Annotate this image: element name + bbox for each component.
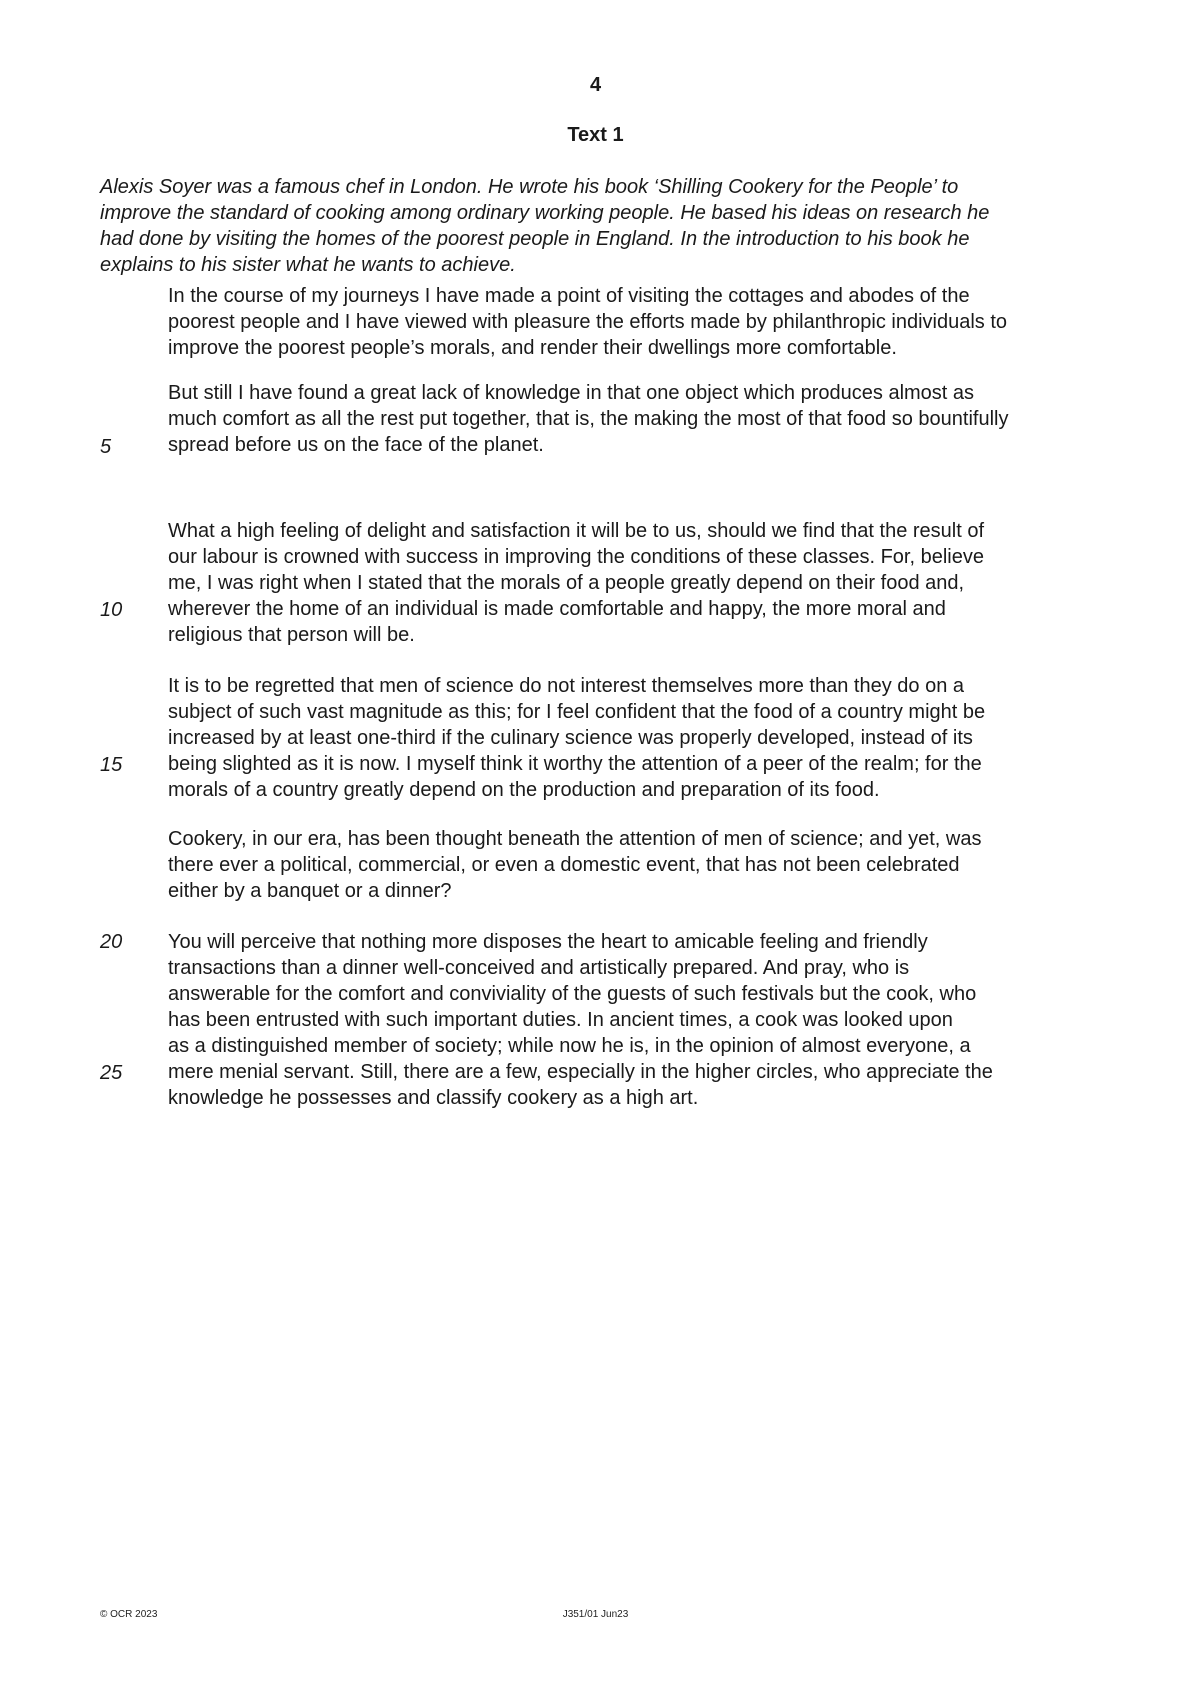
intro-line: had done by visiting the homes of the poorest people in England. In the introduction to his book he (100, 228, 970, 250)
line-number: 25 (100, 1062, 123, 1084)
extract-line: wherever the home of an individual is made comfortable and happy, the more moral and (168, 598, 946, 620)
extract-line: mere menial servant. Still, there are a few, especially in the higher circles, who appreciate the (168, 1061, 993, 1083)
extract-line: knowledge he possesses and classify cookery as a high art. (168, 1087, 699, 1109)
extract-line: has been entrusted with such important duties. In ancient times, a cook was looked upon (168, 1009, 953, 1031)
extract-line: our labour is crowned with success in improving the conditions of these classes. For, believe (168, 546, 984, 568)
paragraph-1 (168, 283, 1108, 361)
extract-line: What a high feeling of delight and satisfaction it will be to us, should we find that the result of (168, 520, 985, 542)
intro-line: Alexis Soyer was a famous chef in London. He wrote his book ‘Shilling Cookery for the People’ to (100, 176, 959, 198)
extract-line: me, I was right when I stated that the morals of a people greatly depend on their food and, (168, 572, 965, 594)
extract-line: You will perceive that nothing more disposes the heart to amicable feeling and friendly (168, 931, 928, 953)
extract-line: much comfort as all the rest put together, that is, the making the most of that food so bountifully (168, 408, 1009, 430)
extract-line: subject of such vast magnitude as this; for I feel confident that the food of a country might be (168, 701, 986, 723)
intro-line: improve the standard of cooking among ordinary working people. He based his ideas on research he (100, 202, 990, 224)
extract-line: either by a banquet or a dinner? (168, 880, 452, 902)
line-number: 20 (100, 931, 123, 953)
extract-line: religious that person will be. (168, 624, 415, 646)
extract-line: as a distinguished member of society; while now he is, in the opinion of almost everyone, a (168, 1035, 971, 1057)
paragraph-3 (168, 518, 1108, 648)
extract-line: Cookery, in our era, has been thought beneath the attention of men of science; and yet, was (168, 828, 982, 850)
extract-line: poorest people and I have viewed with pleasure the efforts made by philanthropic individuals to (168, 311, 1008, 333)
footer-copyright: © OCR 2023 (100, 1609, 158, 1620)
line-number: 10 (100, 599, 123, 621)
paragraph-4 (168, 673, 1108, 803)
extract-line: there ever a political, commercial, or even a domestic event, that has not been celebrated (168, 854, 960, 876)
intro-line: explains to his sister what he wants to achieve. (100, 254, 516, 276)
extract-line: transactions than a dinner well-conceived and artistically prepared. And pray, who is (168, 957, 910, 979)
extract-line: spread before us on the face of the planet. (168, 434, 544, 456)
extract-line: morals of a country greatly depend on the production and preparation of its food. (168, 779, 880, 801)
line-number: 15 (100, 754, 123, 776)
intro-paragraph (100, 174, 1100, 278)
extract-line: increased by at least one-third if the culinary science was properly developed, instead of its (168, 727, 973, 749)
extract-line: But still I have found a great lack of knowledge in that one object which produces almost as (168, 382, 975, 404)
extract-line: being slighted as it is now. I myself think it worthy the attention of a peer of the realm; for the (168, 753, 982, 775)
paragraph-5 (168, 826, 1108, 904)
text-title: Text 1 (567, 124, 624, 146)
extract-line: In the course of my journeys I have made a point of visiting the cottages and abodes of the (168, 285, 970, 307)
page-number: 4 (589, 74, 602, 96)
paragraph-2 (168, 380, 1108, 458)
line-number: 5 (100, 436, 112, 458)
extract-line: improve the poorest people’s morals, and render their dwellings more comfortable. (168, 337, 897, 359)
extract-line: answerable for the comfort and conviviality of the guests of such festivals but the cook, who (168, 983, 977, 1005)
footer-exam-code: J351/01 Jun23 (562, 1609, 629, 1620)
extract-line: It is to be regretted that men of science do not interest themselves more than they do on a (168, 675, 965, 697)
paragraph-6 (168, 929, 1108, 1111)
